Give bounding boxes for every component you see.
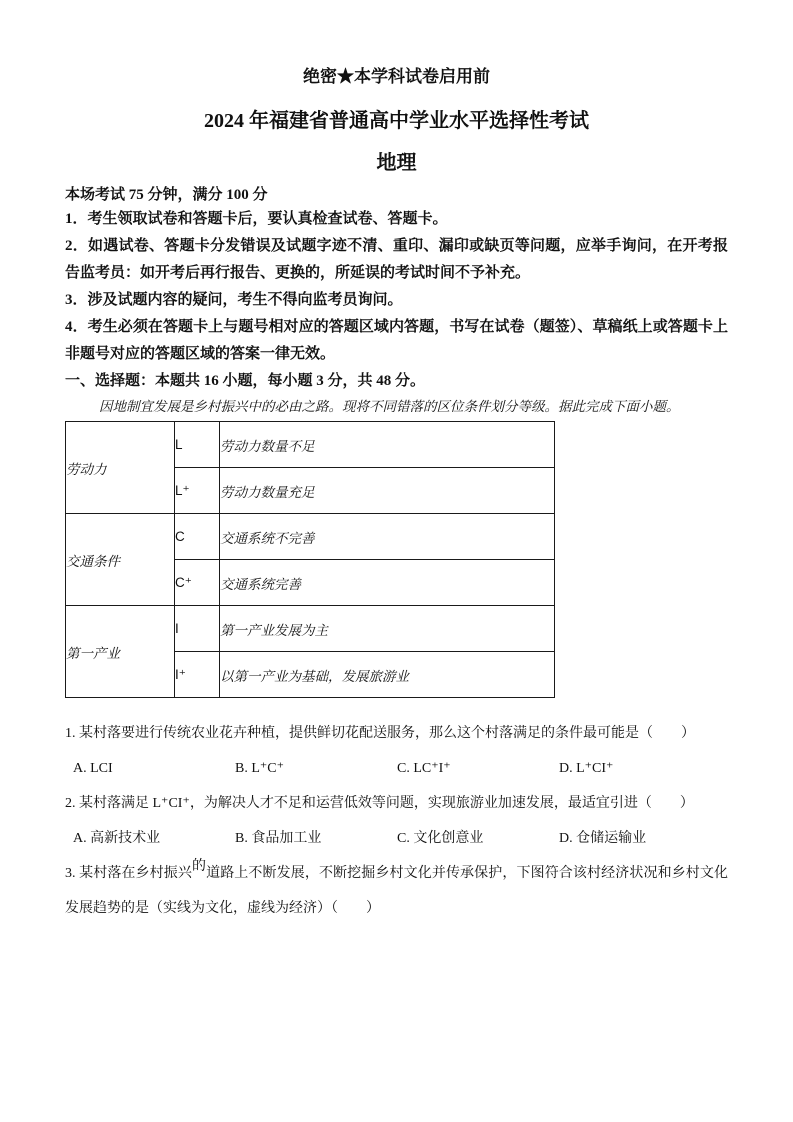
- table-code-C-plus: C⁺: [175, 560, 220, 606]
- questions-block: [65, 716, 728, 926]
- table-desc-I: 第一产业发展为主: [220, 606, 555, 652]
- table-category-traffic: 交通条件: [66, 514, 175, 606]
- table-desc-L: 劳动力数量不足: [220, 422, 555, 468]
- instruction-item-4: 4．考生必须在答题卡上与题号相对应的答题区域内答题，书写在试卷（题签）、草稿纸上或答题卡上非题号对应的答题区域的答案一律无效。: [65, 319, 728, 362]
- question-3-text: [65, 856, 728, 926]
- exam-duration-score: 本场考试 75 分钟，满分 100 分: [65, 187, 268, 203]
- question-3-text-post: 道路上不断发展，不断挖掘乡村文化并传承保护，下图符合该村经济状况和乡村文化发展趋势的是（实线为文化，虚线为经济）（ ）: [65, 866, 729, 916]
- exam-instructions: [65, 206, 728, 368]
- instruction-item-1: 1．考生领取试卷和答题卡后，要认真检查试卷、答题卡。: [65, 211, 448, 227]
- question-3-raised-char: 的: [191, 859, 207, 874]
- question-2-option-b: B. 食品加工业: [235, 831, 322, 846]
- question-3-text-pre: 3. 某村落在乡村振兴: [65, 866, 192, 881]
- table-category-primary-industry: 第一产业: [66, 606, 175, 698]
- instruction-item-3: 3．涉及试题内容的疑问，考生不得向监考员询问。: [65, 292, 403, 308]
- table-code-L-plus: L⁺: [175, 468, 220, 514]
- question-1-option-d: D. L⁺CI⁺: [559, 761, 614, 776]
- table-desc-C: 交通系统不完善: [220, 514, 555, 560]
- question-passage: 因地制宜发展是乡村振兴中的必由之路。现将不同错落的区位条件划分等级。据此完成下面小题。: [99, 399, 680, 414]
- instruction-item-2: 2．如遇试卷、答题卡分发错误及试题字迹不清、重印、漏印或缺页等问题，应举手询问，在开考报告监考员：如开考后再行报告、更换的，所延误的考试时间不予补充。: [65, 238, 728, 281]
- table-row: [66, 422, 555, 468]
- table-desc-C-plus: 交通系统完善: [220, 560, 555, 606]
- table-desc-L-plus: 劳动力数量充足: [220, 468, 555, 514]
- question-2-text: 2. 某村落满足 L⁺CI⁺，为解决人才不足和运营低效等问题，实现旅游业加速发展，最适宜引进（ ）: [65, 796, 694, 811]
- condition-table: [65, 421, 555, 698]
- question-2-option-a: A. 高新技术业: [73, 831, 161, 846]
- question-1-option-c: C. LC⁺I⁺: [397, 761, 451, 776]
- question-2-option-d: D. 仓储运输业: [559, 831, 647, 846]
- table-code-I: I: [175, 606, 220, 652]
- exam-subject: 地理: [376, 152, 417, 174]
- question-2-options: [65, 821, 728, 856]
- table-row: [66, 606, 555, 652]
- table-category-labor: 劳动力: [66, 422, 175, 514]
- question-1-text: 1. 某村落要进行传统农业花卉种植，提供鲜切花配送服务，那么这个村落满足的条件最可能是（ ）: [65, 726, 695, 741]
- question-2-option-c: C. 文化创意业: [397, 831, 484, 846]
- question-1-option-b: B. L⁺C⁺: [235, 761, 285, 776]
- table-code-C: C: [175, 514, 220, 560]
- question-1-option-a: A. LCI: [73, 761, 113, 776]
- question-1-options: [65, 751, 728, 786]
- exam-title: 2024 年福建省普通高中学业水平选择性考试: [204, 110, 589, 132]
- table-desc-I-plus: 以第一产业为基础，发展旅游业: [220, 652, 555, 698]
- table-code-I-plus: I⁺: [175, 652, 220, 698]
- secrecy-notice: 绝密★本学科试卷启用前: [303, 67, 490, 86]
- section-header-multiple-choice: 一、选择题：本题共 16 小题，每小题 3 分，共 48 分。: [65, 373, 426, 389]
- table-code-L: L: [175, 422, 220, 468]
- table-row: [66, 514, 555, 560]
